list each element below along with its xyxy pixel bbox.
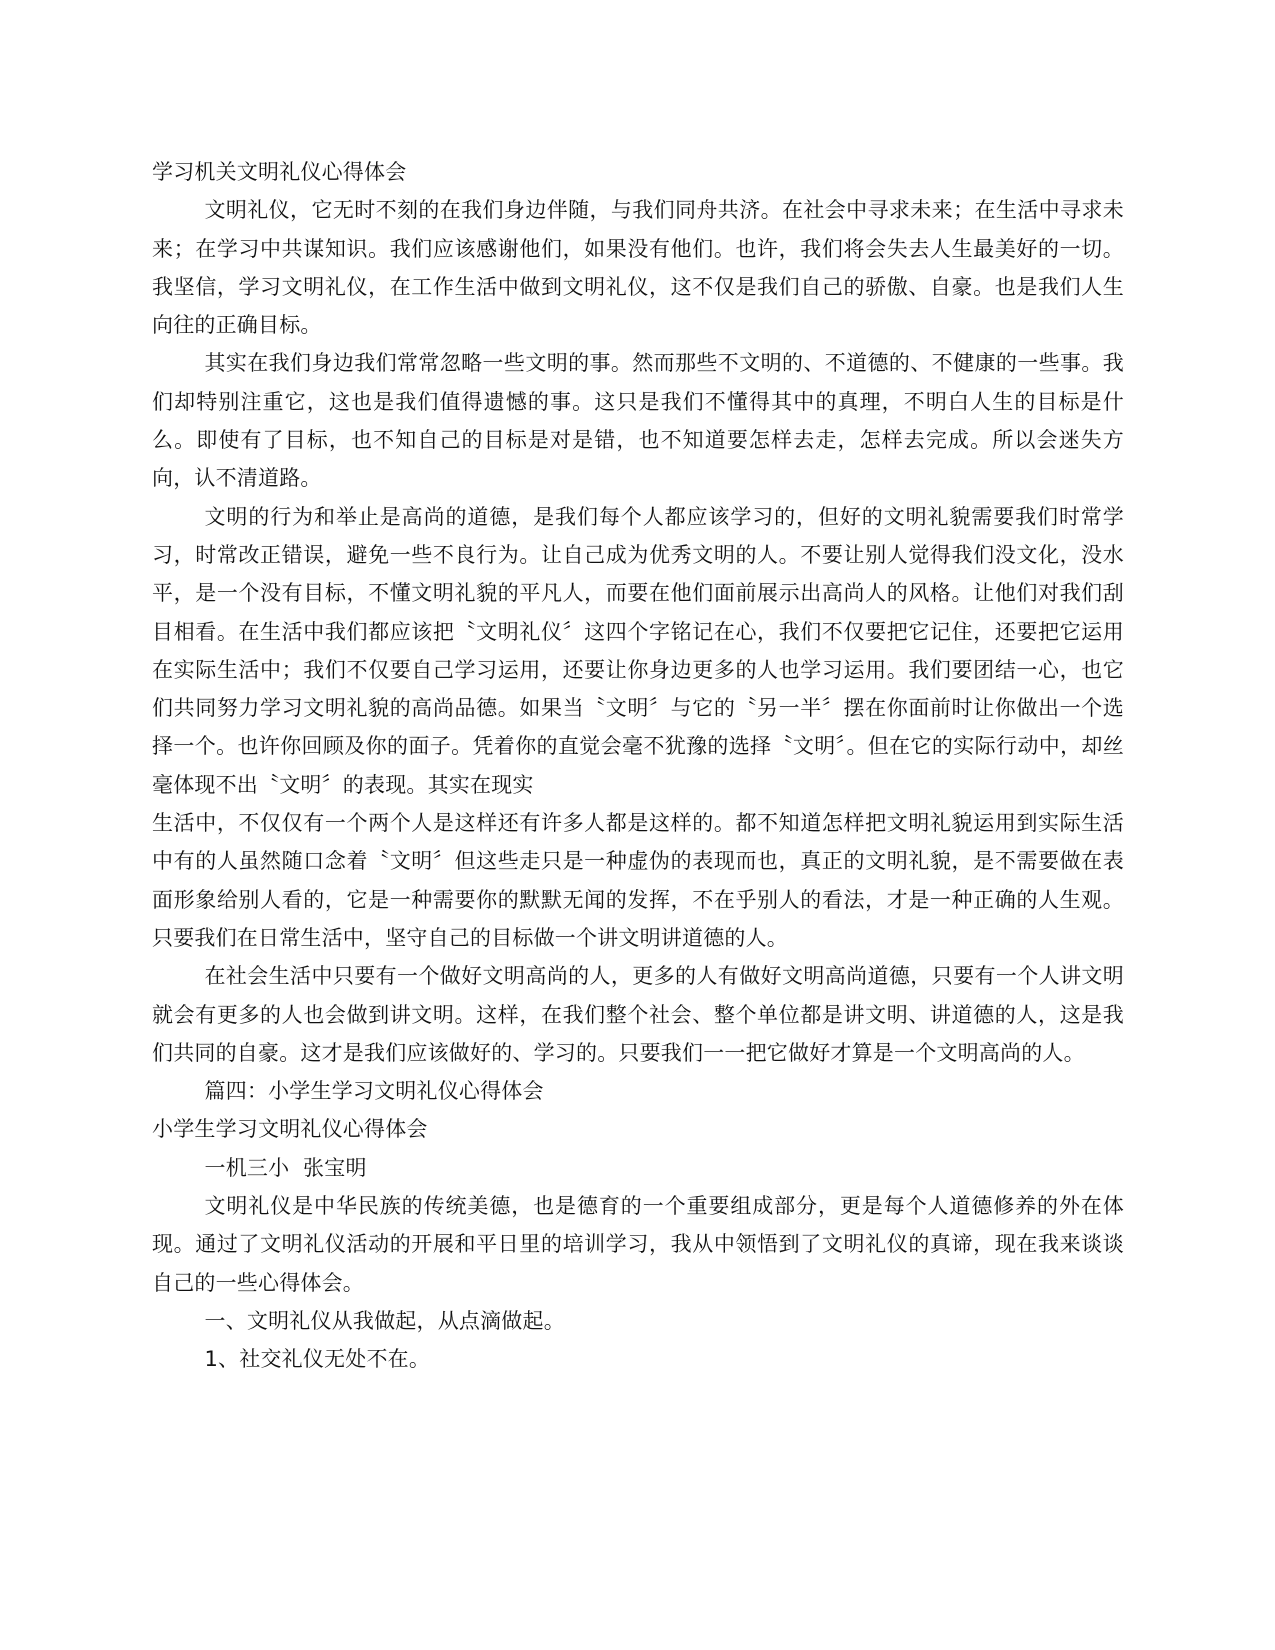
author-line: 一机三小 张宝明	[204, 1155, 367, 1180]
paragraph-4: 生活中，不仅仅有一个两个人是这样还有许多人都是这样的。都不知道怎样把文明礼貌运用到实际生活中有的人虽然随口念着〝文明〞但这些走只是一种虚伪的表现而也，真正的文明礼貌，是不需要做在表面形象给别人看的，它是一种需要你的默默无闻的发挥，不在乎别人的看法，才是一种正确的人生观。只要我们在日常生活中，坚守自己的目标做一个讲文明讲道德的人。	[152, 811, 1124, 950]
paragraph-2: 其实在我们身边我们常常忽略一些文明的事。然而那些不文明的、不道德的、不健康的一些事。我们却特别注重它，这也是我们值得遗憾的事。这只是我们不懂得其中的真理，不明白人生的目标是什么。即使有了目标，也不知自己的目标是对是错，也不知道要怎样去走，怎样去完成。所以会迷失方向，认不清道路。	[152, 351, 1124, 491]
point-1-1: 1、社交礼仪无处不在。	[204, 1347, 431, 1372]
section-title: 小学生学习文明礼仪心得体会	[152, 1117, 428, 1142]
section-heading: 篇四：小学生学习文明礼仪心得体会	[204, 1079, 544, 1104]
document-title: 学习机关文明礼仪心得体会	[152, 160, 407, 184]
paragraph-1: 文明礼仪，它无时不刻的在我们身边伴随，与我们同舟共济。在社会中寻求未来；在生活中寻求未来；在学习中共谋知识。我们应该感谢他们，如果没有他们。也许，我们将会失去人生最美好的一切。我坚信，学习文明礼仪，在工作生活中做到文明礼仪，这不仅是我们自己的骄傲、自豪。也是我们人生向往的正确目标。	[152, 198, 1124, 338]
paragraph-5: 在社会生活中只要有一个做好文明高尚的人，更多的人有做好文明高尚道德，只要有一个人讲文明就会有更多的人也会做到讲文明。这样，在我们整个社会、整个单位都是讲文明、讲道德的人，这是我们共同的自豪。这才是我们应该做好的、学习的。只要我们一一把它做好才算是一个文明高尚的人。	[152, 964, 1124, 1065]
point-1: 一、文明礼仪从我做起，从点滴做起。	[204, 1308, 565, 1333]
section-paragraph: 文明礼仪是中华民族的传统美德，也是德育的一个重要组成部分，更是每个人道德修养的外在体现。通过了文明礼仪活动的开展和平日里的培训学习，我从中领悟到了文明礼仪的真谛，现在我来谈谈自己的一些心得体会。	[152, 1194, 1124, 1295]
document-body	[152, 153, 1124, 1379]
paragraph-3: 文明的行为和举止是高尚的道德，是我们每个人都应该学习的，但好的文明礼貌需要我们时常学习，时常改正错误，避免一些不良行为。让自己成为优秀文明的人。不要让别人觉得我们没文化，没水平，是一个没有目标，不懂文明礼貌的平凡人，而要在他们面前展示出高尚人的风格。让他们对我们刮目相看。在生活中我们都应该把〝文明礼仪〞这四个字铭记在心，我们不仅要把它记住，还要把它运用在实际生活中；我们不仅要自己学习运用，还要让你身边更多的人也学习运用。我们要团结一心，也它们共同努力学习文明礼貌的高尚品德。如果当〝文明〞与它的〝另一半〞摆在你面前时让你做出一个选择一个。也许你回顾及你的面子。凭着你的直觉会毫不犹豫的选择〝文明〞。但在它的实际行动中，却丝毫体现不出〝文明〞的表现。其实在现实	[152, 504, 1124, 797]
